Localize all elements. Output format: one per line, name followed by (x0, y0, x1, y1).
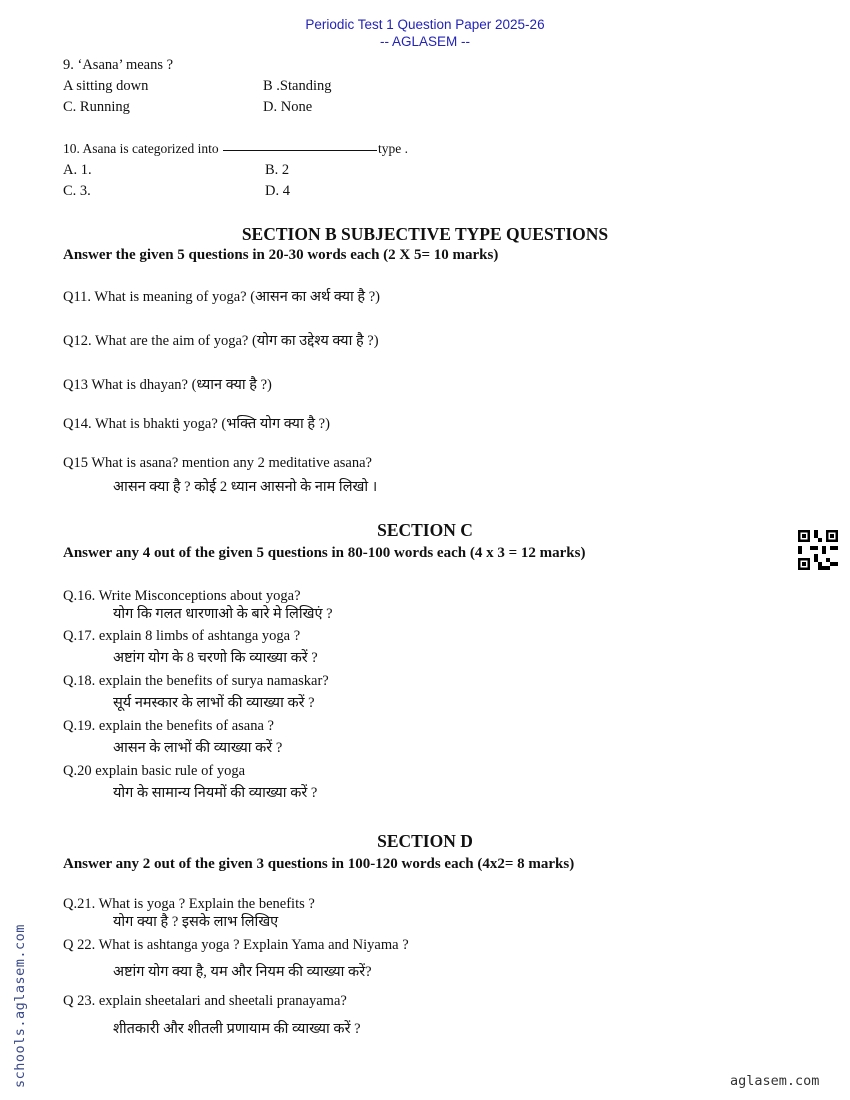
q20-hindi: योग के सामान्य नियमों की व्याख्या करें ? (113, 785, 318, 801)
section-c-instruction: Answer any 4 out of the given 5 questions in 80-100 words each (4 x 3 = 12 marks) (63, 545, 586, 561)
side-watermark: schools.aglasem.com (12, 924, 28, 1088)
q9-text: 9. ‘Asana’ means ? (63, 57, 174, 73)
q22-hindi: अष्टांग योग क्या है, यम और नियम की व्याख्या करें? (113, 964, 372, 980)
q10-post: type . (377, 141, 408, 156)
section-d-instruction: Answer any 2 out of the given 3 questions in 100-120 words each (4x2= 8 marks) (63, 856, 575, 872)
q14: Q14. What is bhakti yoga? (भक्ति योग क्या है ?) (63, 416, 330, 432)
q17: Q.17. explain 8 limbs of ashtanga yoga ? (63, 628, 301, 644)
header-subtitle: -- AGLASEM -- (379, 34, 470, 49)
section-d-title: SECTION D (377, 831, 473, 851)
q20: Q.20 explain basic rule of yoga (63, 763, 246, 779)
q19-hindi: आसन के लाभों की व्याख्या करें ? (113, 740, 283, 756)
q12: Q12. What are the aim of yoga? (योग का उद्देश्य क्या है ?) (63, 333, 379, 349)
q10-option-a: A. 1. (63, 162, 92, 178)
q23-hindi: शीतकारी और शीतली प्रणायाम की व्याख्या करें ? (113, 1021, 361, 1037)
q9-option-b: B .Standing (263, 78, 332, 94)
q9-option-a: A sitting down (63, 78, 149, 94)
section-b-instruction: Answer the given 5 questions in 20-30 words each (2 X 5= 10 marks) (63, 247, 499, 263)
q10-option-b: B. 2 (265, 162, 290, 178)
section-c-title: SECTION C (377, 520, 473, 540)
q13: Q13 What is dhayan? (ध्यान क्या है ?) (63, 377, 272, 393)
q22: Q 22. What is ashtanga yoga ? Explain Yama and Niyama ? (63, 937, 409, 953)
section-b-title: SECTION B SUBJECTIVE TYPE QUESTIONS (241, 224, 609, 244)
footer-link[interactable]: aglasem.com (730, 1073, 820, 1089)
q16: Q.16. Write Misconceptions about yoga? (63, 588, 301, 604)
q19: Q.19. explain the benefits of asana ? (63, 718, 274, 734)
header-title: Periodic Test 1 Question Paper 2025-26 (305, 17, 545, 32)
q21-hindi: योग क्या है ? इसके लाभ लिखिए (113, 914, 279, 930)
q9-option-d: D. None (263, 99, 313, 115)
q17-hindi: अष्टांग योग के 8 चरणो कि व्याख्या करें ? (113, 650, 318, 666)
q15: Q15 What is asana? mention any 2 meditative asana? (63, 455, 372, 471)
q23: Q 23. explain sheetalari and sheetali pranayama? (63, 993, 347, 1009)
q11: Q11. What is meaning of yoga? (आसन का अर्थ क्या है ?) (63, 289, 380, 305)
q16-hindi: योग कि गलत धारणाओ के बारे मे लिखिएं ? (113, 606, 333, 622)
q10-option-c: C. 3. (63, 183, 91, 199)
q18-hindi: सूर्य नमस्कार के लाभों की व्याख्या करें ? (113, 695, 315, 711)
q15-hindi: आसन क्या है ? कोई 2 ध्यान आसनो के नाम लिखो । (113, 479, 378, 495)
q10-blank (223, 150, 377, 151)
q21: Q.21. What is yoga ? Explain the benefits ? (63, 896, 315, 912)
q9-option-c: C. Running (63, 99, 130, 115)
q10-pre: 10. Asana is categorized into (63, 141, 219, 156)
q10-text (63, 140, 408, 158)
q18: Q.18. explain the benefits of surya namaskar? (63, 673, 329, 689)
q10-option-d: D. 4 (265, 183, 290, 199)
qr-code-icon (798, 530, 838, 570)
